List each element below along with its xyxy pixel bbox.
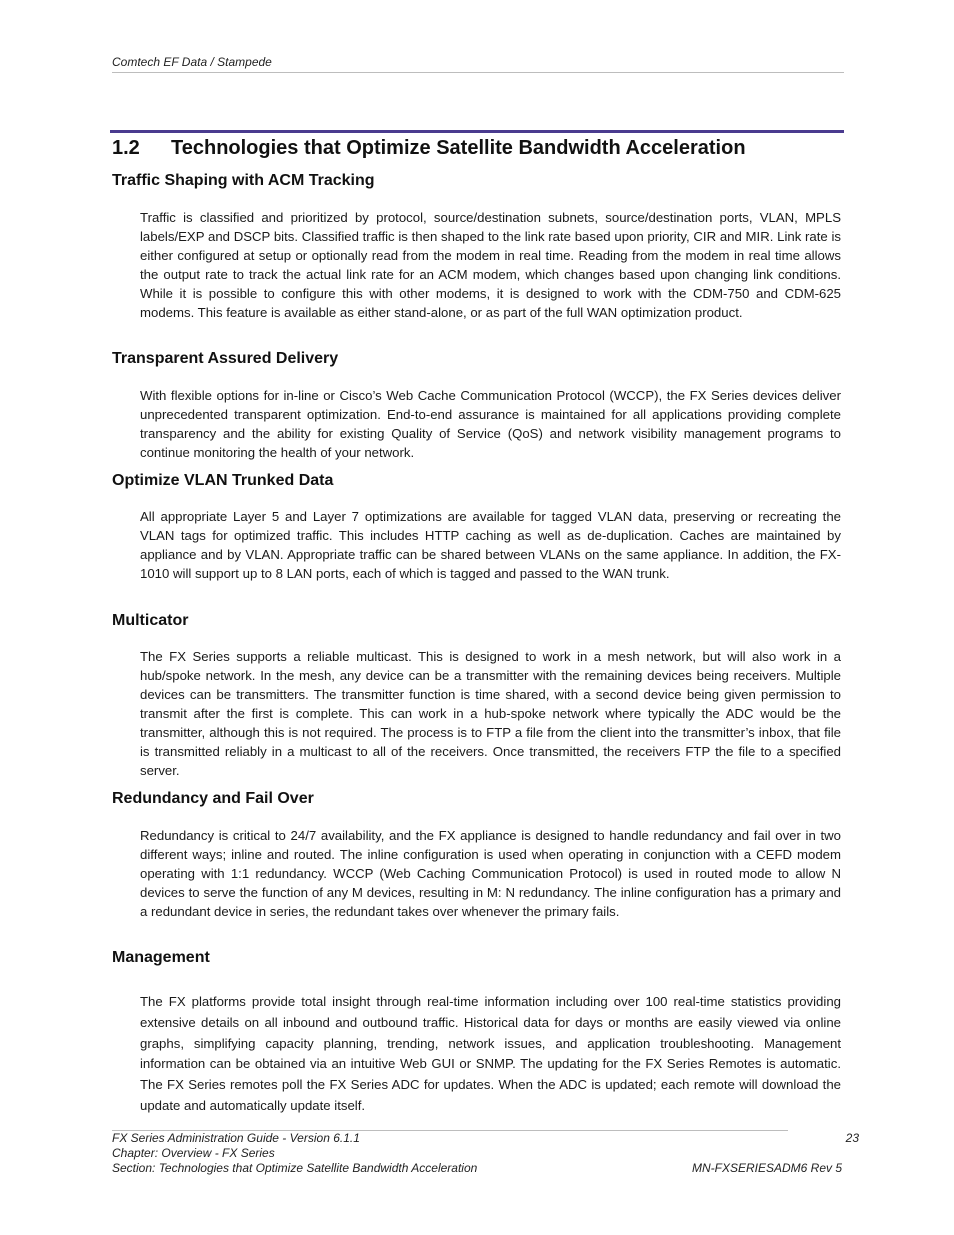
footer-chapter: Chapter: Overview - FX Series [112,1146,275,1160]
subsection-paragraph: All appropriate Layer 5 and Layer 7 optimizations are available for tagged VLAN data, preserving or recreating the VLAN tags for optimized traffic. This includes HTTP caching as well as de-duplication. Caches are maintained by appliance and by VLAN. Appropriate traffic can be shared between VLANs on the same appliance. In addition, the FX-1010 will support up to 8 LAN ports, each of which is tagged and passed to the WAN trunk. [140,509,841,581]
page-number: 23 [845,1131,859,1145]
footer-guide-title: FX Series Administration Guide - Version 6.1.1 [112,1131,360,1145]
section-title [112,137,852,160]
subsection-paragraph: Traffic is classified and prioritized by protocol, source/destination subnets, source/destination ports, VLAN, MPLS labels/EXP and DSCP bits. Classified traffic is then shaped to the link rate based upon priority, CIR and MIR. Link rate is either configured at setup or optionally read from the modem in real time. Reading from the modem in real time allows the output rate to track the actual link rate for an ACM modem, which changes based upon changing link conditions. While it is possible to configure this with other modems, it is designed to work with the CDM-750 and CDM-625 modems. This feature is available as either stand-alone, or as part of the full WAN optimization product. [140,210,841,320]
subsection-heading: Transparent Assured Delivery [112,350,339,367]
subsection-paragraph: The FX platforms provide total insight through real-time information including over 100 real-time statistics providing extensive details on all inbound and outbound traffic. Historical data for days or months are easily viewed via online graphs, simplifying capacity planning, trending, network issues, and application troubleshooting. Management information can be obtained via an intuitive Web GUI or SNMP. The updating for the FX Series Remotes is automatic. The FX Series remotes poll the FX Series ADC for updates. When the ADC is updated; each remote will download the update and automatically update itself. [140,994,841,1113]
document-id: MN-FXSERIESADM6 Rev 5 [691,1161,842,1175]
subsection-heading: Multicator [112,612,189,629]
subsection-heading: Optimize VLAN Trunked Data [112,472,334,489]
header-divider [112,72,844,73]
subsection-heading: Traffic Shaping with ACM Tracking [112,172,375,189]
subsection-heading: Redundancy and Fail Over [112,790,314,807]
section-divider [110,130,844,133]
section-title-text: Technologies that Optimize Satellite Bandwidth Acceleration [171,137,746,159]
subsection-heading: Management [112,949,210,966]
subsection-paragraph: With flexible options for in-line or Cisco’s Web Cache Communication Protocol (WCCP), the FX Series devices deliver unprecedented transparent optimization. End-to-end assurance is maintained for all applications providing complete transparency and the ability for existing Quality of Service (QoS) and network visibility management programs to continue monitoring the health of your network. [140,388,841,460]
section-number: 1.2 [112,137,140,159]
subsection-paragraph: Redundancy is critical to 24/7 availability, and the FX appliance is designed to handle redundancy and fail over in two different ways; inline and routed. The inline configuration is used when operating in conjunction with a CEFD modem operating with 1:1 redundancy. WCCP (Web Caching Communication Protocol) is used in routed mode to allow N devices to serve the function of any M devices, resulting in M: N redundancy. The inline configuration has a primary and a redundant device in series, the redundant takes over whenever the primary fails. [140,828,841,919]
running-header: Comtech EF Data / Stampede [112,55,272,69]
footer-section: Section: Technologies that Optimize Satellite Bandwidth Acceleration [112,1161,478,1175]
subsection-paragraph: The FX Series supports a reliable multicast. This is designed to work in a mesh network, but will also work in a hub/spoke network. In the mesh, any device can be a transmitter with the remaining devices being receivers. Multiple devices can be transmitters. The transmitter function is time shared, with a second device being given permission to transmit after the first is complete. This can work in a hub-spoke network where typically the ADC would be the transmitter, although this is not required. The process is to FTP a file from the client into the transmitter’s inbox, that file is transmitted reliably in a multicast to all of the receivers. Once transmitted, the receivers FTP the file to a specified server. [140,649,841,778]
